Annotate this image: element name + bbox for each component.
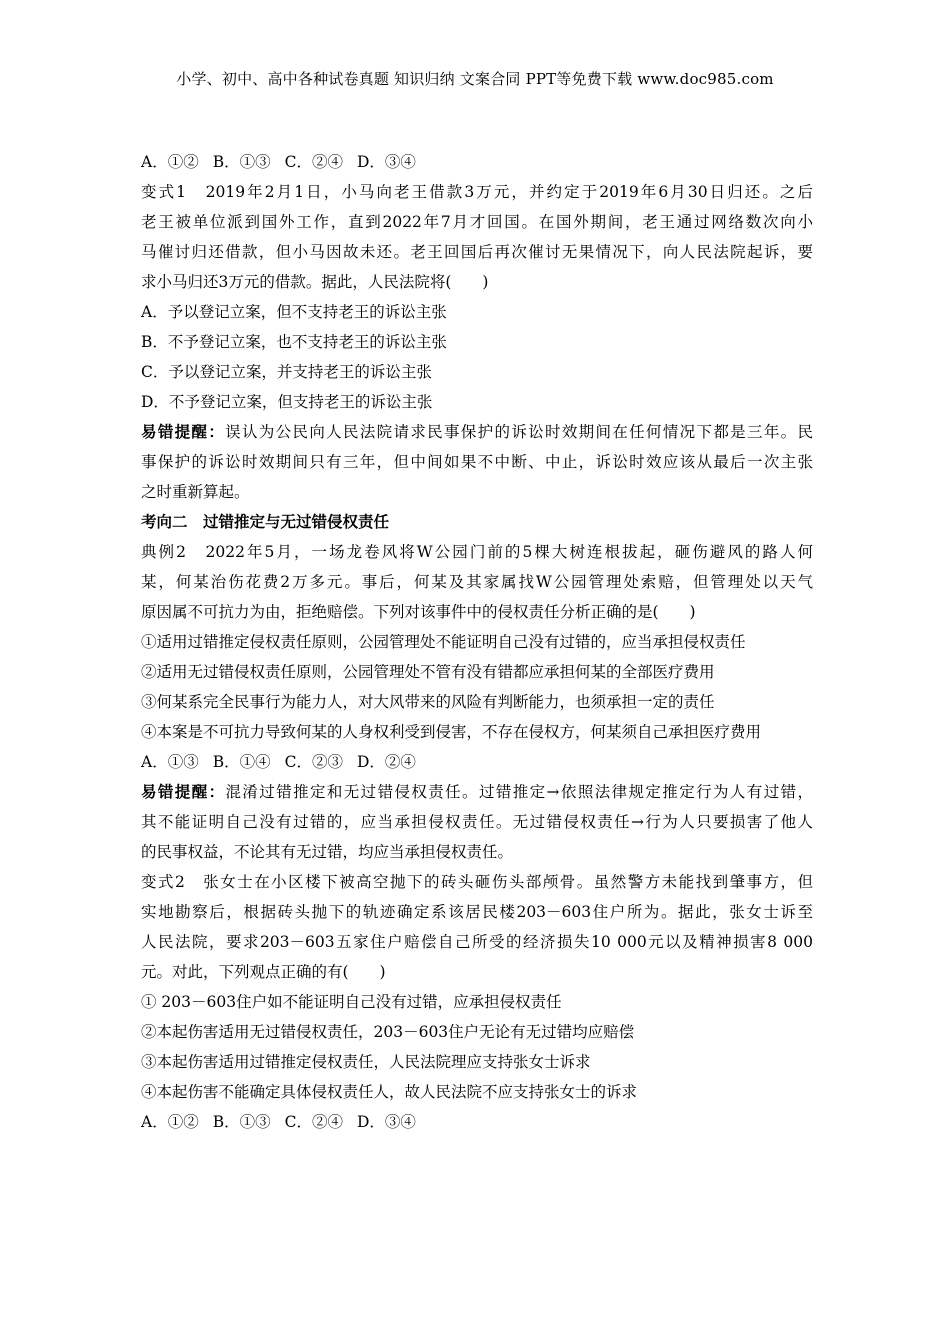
top-options: [141, 147, 813, 177]
variant1-option: D．不予登记立案，但支持老王的诉讼主张: [141, 393, 433, 411]
variant1-line: 老王被单位派到国外工作，直到2022年7月才回国。在国外期间，老王通过网络数次向小: [141, 213, 813, 231]
option-c: C．②④: [284, 1113, 343, 1131]
variant2-line: 实地勘察后，根据砖头抛下的轨迹确定系该居民楼203－603住户所为。据此，张女士诉至: [141, 903, 813, 921]
tip2-line: 易错提醒：混淆过错推定和无过错侵权责任。过错推定→依照法律规定推定行为人有过错，: [141, 782, 813, 801]
variant2-line: 变式2 张女士在小区楼下被高空抛下的砖头砸伤头部颅骨。虽然警方未能找到肇事方，但: [141, 873, 813, 891]
variant2-options: [141, 1107, 813, 1137]
variant2-items: [141, 987, 813, 1107]
option-a: A．①③: [141, 753, 199, 771]
variant1-question: [141, 177, 813, 297]
option-c: C．②④: [284, 153, 343, 171]
tip1-line: 之时重新算起。: [141, 483, 250, 501]
variant2-line: 人民法院，要求203－603五家住户赔偿自己所受的经济损失10 000元以及精神损害8 000: [141, 933, 813, 951]
document-body: [141, 147, 813, 1137]
example2-options: [141, 747, 813, 777]
example2-question: [141, 537, 813, 627]
example2-item: ③何某系完全民事行为能力人，对大风带来的风险有判断能力，也须承担一定的责任: [141, 693, 715, 711]
variant1-options: [141, 297, 813, 417]
tip2-block: [141, 777, 813, 867]
option-c: C．②③: [284, 753, 343, 771]
option-d: D．③④: [356, 1113, 416, 1131]
tip1-line: 事保护的诉讼时效期间只有三年，但中间如果不中断、中止，诉讼时效应该从最后一次主张: [141, 453, 813, 471]
option-d: D．③④: [356, 153, 416, 171]
variant1-line: 变式1 2019年2月1日，小马向老王借款3万元，并约定于2019年6月30日归还。之后: [141, 183, 813, 201]
example2-line: 原因属不可抗力为由，拒绝赔偿。下列对该事件中的侵权责任分析正确的是( ): [141, 603, 696, 621]
tip1-block: [141, 417, 813, 507]
example2-items: [141, 627, 813, 747]
option-d: D．②④: [356, 753, 416, 771]
variant1-option: C．予以登记立案，并支持老王的诉讼主张: [141, 363, 432, 381]
option-b: B．①③: [212, 153, 271, 171]
variant2-item: ① 203－603住户如不能证明自己没有过错，应承担侵权责任: [141, 993, 562, 1011]
example2-line: 典例2 2022年5月，一场龙卷风将W公园门前的5棵大树连根拔起，砸伤避风的路人何: [141, 543, 813, 561]
tip2-label: 易错提醒：: [141, 782, 226, 801]
option-b: B．①④: [212, 753, 271, 771]
option-a: A．①②: [141, 153, 199, 171]
tip2-line: 的民事权益，不论其有无过错，均应当承担侵权责任。: [141, 843, 514, 861]
example2-item: ②适用无过错侵权责任原则，公园管理处不管有没有错都应承担何某的全部医疗费用: [141, 663, 715, 681]
variant2-line: 元。对此，下列观点正确的有( ): [141, 963, 386, 981]
section2-title: 考向二 过错推定与无过错侵权责任: [141, 512, 390, 531]
variant2-item: ④本起伤害不能确定具体侵权责任人，故人民法院不应支持张女士的诉求: [141, 1083, 638, 1101]
example2-item: ④本案是不可抗力导致何某的人身权利受到侵害，不存在侵权方，何某须自己承担医疗费用: [141, 723, 762, 741]
tip2-line: 其不能证明自己没有过错的，应当承担侵权责任。无过错侵权责任→行为人只要损害了他人: [141, 813, 813, 831]
variant2-question: [141, 867, 813, 987]
tip1-line: 易错提醒：误认为公民向人民法院请求民事保护的诉讼时效期间在任何情况下都是三年。民: [141, 422, 813, 441]
option-a: A．①②: [141, 1113, 199, 1131]
variant1-option: B．不予登记立案，也不支持老王的诉讼主张: [141, 333, 447, 351]
variant1-option: A．予以登记立案，但不支持老王的诉讼主张: [141, 303, 447, 321]
variant2-item: ②本起伤害适用无过错侵权责任，203－603住户无论有无过错均应赔偿: [141, 1023, 635, 1041]
variant1-line: 马催讨归还借款，但小马因故未还。老王回国后再次催讨无果情况下，向人民法院起诉，要: [141, 243, 813, 261]
variant1-line: 求小马归还3万元的借款。据此，人民法院将( ): [141, 273, 489, 291]
option-b: B．①③: [212, 1113, 271, 1131]
variant2-item: ③本起伤害适用过错推定侵权责任，人民法院理应支持张女士诉求: [141, 1053, 591, 1071]
page-header: 小学、初中、高中各种试卷真题 知识归纳 文案合同 PPT等免费下载 www.doc985.com: [176, 70, 774, 88]
example2-line: 某，何某治伤花费2万多元。事后，何某及其家属找W公园管理处索赔，但管理处以天气: [141, 573, 813, 591]
example2-item: ①适用过错推定侵权责任原则，公园管理处不能证明自己没有过错的，应当承担侵权责任: [141, 633, 746, 651]
tip1-label: 易错提醒：: [141, 422, 226, 441]
